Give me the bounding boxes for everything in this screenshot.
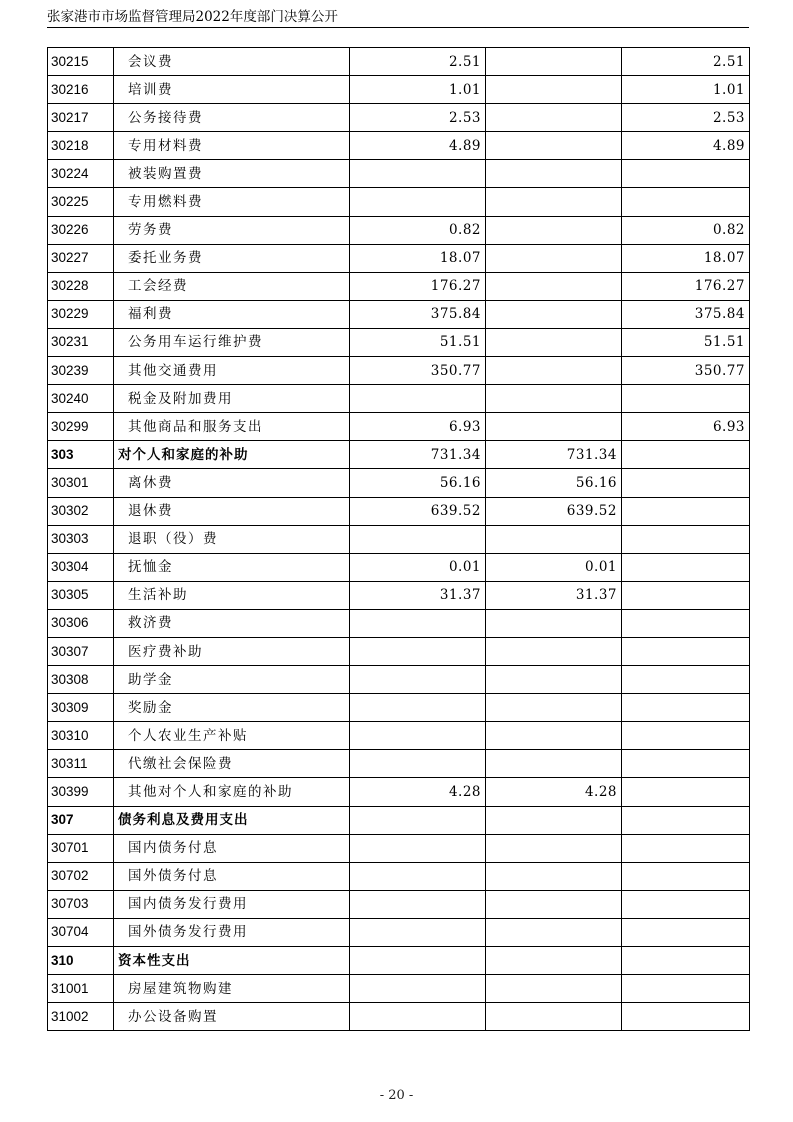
amount-project-cell xyxy=(622,525,750,553)
name-cell: 会议费 xyxy=(114,48,350,76)
amount-project-cell xyxy=(622,581,750,609)
amount-total-cell: 18.07 xyxy=(350,244,486,272)
code-cell: 30299 xyxy=(48,413,114,441)
name-cell: 债务利息及费用支出 xyxy=(114,806,350,834)
amount-basic-cell xyxy=(486,132,622,160)
amount-project-cell xyxy=(622,609,750,637)
table-row xyxy=(48,778,750,806)
amount-basic-cell xyxy=(486,188,622,216)
table-row xyxy=(48,525,750,553)
amount-basic-cell: 31.37 xyxy=(486,581,622,609)
name-cell: 生活补助 xyxy=(114,581,350,609)
expenditure-table-body xyxy=(48,48,750,1031)
amount-project-cell: 2.51 xyxy=(622,48,750,76)
amount-total-cell xyxy=(350,722,486,750)
code-cell: 30304 xyxy=(48,553,114,581)
amount-total-cell: 1.01 xyxy=(350,76,486,104)
code-cell: 310 xyxy=(48,947,114,975)
amount-project-cell: 1.01 xyxy=(622,76,750,104)
amount-basic-cell xyxy=(486,975,622,1003)
amount-total-cell xyxy=(350,862,486,890)
amount-basic-cell xyxy=(486,637,622,665)
amount-basic-cell xyxy=(486,694,622,722)
name-cell: 培训费 xyxy=(114,76,350,104)
amount-project-cell xyxy=(622,722,750,750)
table-row xyxy=(48,890,750,918)
expenditure-table xyxy=(47,47,750,1031)
amount-basic-cell: 639.52 xyxy=(486,497,622,525)
amount-basic-cell xyxy=(486,300,622,328)
amount-total-cell xyxy=(350,385,486,413)
table-row xyxy=(48,834,750,862)
code-cell: 30308 xyxy=(48,666,114,694)
amount-basic-cell xyxy=(486,160,622,188)
name-cell: 其他对个人和家庭的补助 xyxy=(114,778,350,806)
name-cell: 专用材料费 xyxy=(114,132,350,160)
amount-basic-cell xyxy=(486,525,622,553)
table-row xyxy=(48,160,750,188)
name-cell: 国外债务发行费用 xyxy=(114,918,350,946)
code-cell: 30218 xyxy=(48,132,114,160)
amount-project-cell: 176.27 xyxy=(622,272,750,300)
code-cell: 30240 xyxy=(48,385,114,413)
amount-project-cell: 375.84 xyxy=(622,300,750,328)
code-cell: 30702 xyxy=(48,862,114,890)
name-cell: 代缴社会保险费 xyxy=(114,750,350,778)
amount-total-cell xyxy=(350,160,486,188)
amount-basic-cell xyxy=(486,385,622,413)
amount-project-cell xyxy=(622,666,750,694)
table-row xyxy=(48,357,750,385)
amount-total-cell: 51.51 xyxy=(350,328,486,356)
code-cell: 30239 xyxy=(48,357,114,385)
name-cell: 福利费 xyxy=(114,300,350,328)
amount-project-cell xyxy=(622,497,750,525)
table-row xyxy=(48,272,750,300)
amount-project-cell xyxy=(622,975,750,1003)
code-cell: 30225 xyxy=(48,188,114,216)
name-cell: 对个人和家庭的补助 xyxy=(114,441,350,469)
name-cell: 国内债务付息 xyxy=(114,834,350,862)
code-cell: 30310 xyxy=(48,722,114,750)
amount-total-cell: 639.52 xyxy=(350,497,486,525)
amount-project-cell xyxy=(622,441,750,469)
amount-total-cell: 375.84 xyxy=(350,300,486,328)
name-cell: 离休费 xyxy=(114,469,350,497)
amount-project-cell xyxy=(622,160,750,188)
name-cell: 个人农业生产补贴 xyxy=(114,722,350,750)
name-cell: 委托业务费 xyxy=(114,244,350,272)
amount-project-cell xyxy=(622,469,750,497)
code-cell: 30309 xyxy=(48,694,114,722)
amount-basic-cell xyxy=(486,272,622,300)
name-cell: 退职（役）费 xyxy=(114,525,350,553)
amount-basic-cell: 731.34 xyxy=(486,441,622,469)
amount-total-cell xyxy=(350,750,486,778)
table-row xyxy=(48,862,750,890)
amount-basic-cell xyxy=(486,48,622,76)
name-cell: 被装购置费 xyxy=(114,160,350,188)
code-cell: 30399 xyxy=(48,778,114,806)
amount-total-cell: 4.89 xyxy=(350,132,486,160)
amount-project-cell: 350.77 xyxy=(622,357,750,385)
table-row xyxy=(48,216,750,244)
name-cell: 房屋建筑物购建 xyxy=(114,975,350,1003)
table-row xyxy=(48,497,750,525)
table-row xyxy=(48,300,750,328)
name-cell: 办公设备购置 xyxy=(114,1003,350,1031)
amount-total-cell xyxy=(350,806,486,834)
amount-basic-cell xyxy=(486,834,622,862)
amount-total-cell xyxy=(350,918,486,946)
amount-project-cell: 2.53 xyxy=(622,104,750,132)
name-cell: 国外债务付息 xyxy=(114,862,350,890)
code-cell: 31001 xyxy=(48,975,114,1003)
table-row xyxy=(48,188,750,216)
name-cell: 助学金 xyxy=(114,666,350,694)
amount-project-cell xyxy=(622,918,750,946)
header-rule xyxy=(47,27,749,28)
amount-basic-cell xyxy=(486,862,622,890)
amount-total-cell: 6.93 xyxy=(350,413,486,441)
amount-project-cell xyxy=(622,694,750,722)
page-number: - 20 - xyxy=(379,1088,414,1103)
amount-total-cell xyxy=(350,1003,486,1031)
amount-project-cell: 18.07 xyxy=(622,244,750,272)
name-cell: 公务接待费 xyxy=(114,104,350,132)
table-row xyxy=(48,413,750,441)
table-row xyxy=(48,48,750,76)
code-cell: 30229 xyxy=(48,300,114,328)
amount-basic-cell xyxy=(486,722,622,750)
code-cell: 303 xyxy=(48,441,114,469)
expenditure-table-container xyxy=(47,47,749,1031)
table-row xyxy=(48,132,750,160)
code-cell: 30231 xyxy=(48,328,114,356)
amount-total-cell xyxy=(350,637,486,665)
code-cell: 30302 xyxy=(48,497,114,525)
code-cell: 30301 xyxy=(48,469,114,497)
amount-total-cell: 31.37 xyxy=(350,581,486,609)
code-cell: 30217 xyxy=(48,104,114,132)
code-cell: 30311 xyxy=(48,750,114,778)
table-row xyxy=(48,244,750,272)
table-row xyxy=(48,637,750,665)
code-cell: 30307 xyxy=(48,637,114,665)
amount-basic-cell xyxy=(486,413,622,441)
code-cell: 30701 xyxy=(48,834,114,862)
table-row xyxy=(48,918,750,946)
code-cell: 30226 xyxy=(48,216,114,244)
amount-project-cell xyxy=(622,188,750,216)
amount-project-cell xyxy=(622,778,750,806)
name-cell: 医疗费补助 xyxy=(114,637,350,665)
name-cell: 抚恤金 xyxy=(114,553,350,581)
amount-basic-cell xyxy=(486,216,622,244)
code-cell: 30703 xyxy=(48,890,114,918)
code-cell: 30227 xyxy=(48,244,114,272)
category-row xyxy=(48,806,750,834)
code-cell: 30305 xyxy=(48,581,114,609)
table-row xyxy=(48,76,750,104)
code-cell: 30216 xyxy=(48,76,114,104)
name-cell: 救济费 xyxy=(114,609,350,637)
amount-total-cell: 0.01 xyxy=(350,553,486,581)
category-row xyxy=(48,441,750,469)
amount-basic-cell xyxy=(486,1003,622,1031)
amount-total-cell: 2.53 xyxy=(350,104,486,132)
amount-total-cell: 0.82 xyxy=(350,216,486,244)
amount-total-cell: 2.51 xyxy=(350,48,486,76)
amount-basic-cell xyxy=(486,328,622,356)
name-cell: 专用燃料费 xyxy=(114,188,350,216)
amount-total-cell: 56.16 xyxy=(350,469,486,497)
table-row xyxy=(48,1003,750,1031)
amount-basic-cell xyxy=(486,609,622,637)
category-row xyxy=(48,947,750,975)
amount-basic-cell xyxy=(486,357,622,385)
table-row xyxy=(48,469,750,497)
table-row xyxy=(48,553,750,581)
table-row xyxy=(48,694,750,722)
name-cell: 工会经费 xyxy=(114,272,350,300)
amount-project-cell xyxy=(622,947,750,975)
code-cell: 30704 xyxy=(48,918,114,946)
code-cell: 30228 xyxy=(48,272,114,300)
table-row xyxy=(48,581,750,609)
amount-project-cell xyxy=(622,1003,750,1031)
amount-basic-cell xyxy=(486,666,622,694)
amount-total-cell: 176.27 xyxy=(350,272,486,300)
amount-total-cell xyxy=(350,975,486,1003)
amount-project-cell xyxy=(622,890,750,918)
amount-project-cell xyxy=(622,862,750,890)
document-header: 张家港市市场监督管理局2022年度部门决算公开 xyxy=(47,9,338,25)
amount-project-cell xyxy=(622,637,750,665)
table-row xyxy=(48,328,750,356)
amount-total-cell: 4.28 xyxy=(350,778,486,806)
table-row xyxy=(48,975,750,1003)
name-cell: 资本性支出 xyxy=(114,947,350,975)
amount-basic-cell xyxy=(486,890,622,918)
code-cell: 30306 xyxy=(48,609,114,637)
amount-project-cell xyxy=(622,834,750,862)
amount-basic-cell xyxy=(486,806,622,834)
amount-project-cell xyxy=(622,553,750,581)
amount-project-cell xyxy=(622,806,750,834)
amount-total-cell xyxy=(350,609,486,637)
amount-project-cell: 51.51 xyxy=(622,328,750,356)
name-cell: 退休费 xyxy=(114,497,350,525)
table-row xyxy=(48,722,750,750)
name-cell: 其他交通费用 xyxy=(114,357,350,385)
name-cell: 劳务费 xyxy=(114,216,350,244)
table-row xyxy=(48,666,750,694)
code-cell: 31002 xyxy=(48,1003,114,1031)
table-row xyxy=(48,750,750,778)
amount-project-cell xyxy=(622,385,750,413)
amount-basic-cell xyxy=(486,76,622,104)
amount-basic-cell xyxy=(486,104,622,132)
name-cell: 公务用车运行维护费 xyxy=(114,328,350,356)
table-row xyxy=(48,104,750,132)
amount-total-cell xyxy=(350,834,486,862)
amount-basic-cell xyxy=(486,918,622,946)
table-row xyxy=(48,609,750,637)
amount-total-cell: 731.34 xyxy=(350,441,486,469)
name-cell: 其他商品和服务支出 xyxy=(114,413,350,441)
amount-total-cell: 350.77 xyxy=(350,357,486,385)
amount-basic-cell: 4.28 xyxy=(486,778,622,806)
amount-total-cell xyxy=(350,525,486,553)
amount-total-cell xyxy=(350,890,486,918)
amount-project-cell: 6.93 xyxy=(622,413,750,441)
amount-total-cell xyxy=(350,947,486,975)
table-row xyxy=(48,385,750,413)
amount-project-cell xyxy=(622,750,750,778)
code-cell: 307 xyxy=(48,806,114,834)
name-cell: 奖励金 xyxy=(114,694,350,722)
amount-project-cell: 0.82 xyxy=(622,216,750,244)
amount-basic-cell: 0.01 xyxy=(486,553,622,581)
amount-total-cell xyxy=(350,188,486,216)
code-cell: 30215 xyxy=(48,48,114,76)
amount-basic-cell: 56.16 xyxy=(486,469,622,497)
amount-total-cell xyxy=(350,694,486,722)
name-cell: 税金及附加费用 xyxy=(114,385,350,413)
code-cell: 30224 xyxy=(48,160,114,188)
amount-project-cell: 4.89 xyxy=(622,132,750,160)
amount-basic-cell xyxy=(486,244,622,272)
amount-basic-cell xyxy=(486,947,622,975)
amount-total-cell xyxy=(350,666,486,694)
name-cell: 国内债务发行费用 xyxy=(114,890,350,918)
code-cell: 30303 xyxy=(48,525,114,553)
amount-basic-cell xyxy=(486,750,622,778)
